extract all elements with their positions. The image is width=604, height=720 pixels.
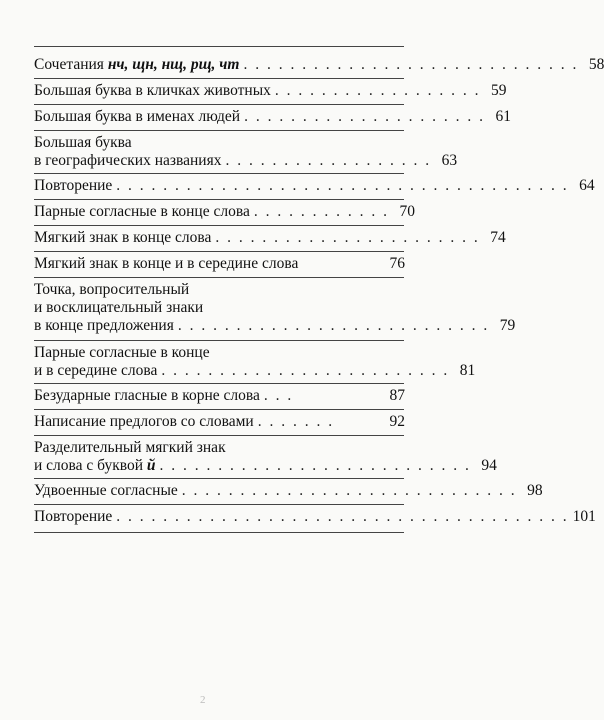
toc-entry [34, 203, 415, 221]
toc-entry-title: Повторение [34, 177, 113, 194]
toc-page-number: 61 [495, 108, 511, 125]
toc-separator [34, 225, 404, 226]
toc-page-number: 63 [441, 152, 458, 169]
toc-separator [34, 104, 404, 105]
toc-top-rule [34, 46, 404, 47]
dot-leader: . . . . . . . . . . . . . . . . . . . . . . . . . . . [177, 317, 490, 334]
dot-leader: . . . . . . . . . . . . . . . . . . . . . . . . . [161, 362, 450, 379]
toc-separator [34, 383, 404, 384]
dot-leader: . . . . . . . . . . . . . . . . . . [274, 82, 481, 99]
toc-entry [34, 413, 405, 431]
toc-page-number: 92 [389, 413, 405, 430]
toc-entry [34, 229, 506, 247]
dot-leader: . . . . . . . . . . . . . . . . . . . . . . . . . . . . . . . . . . . . . . . [116, 508, 569, 525]
toc-entry-title: в географических названиях [34, 152, 222, 169]
dot-leader: . . . . . . . . . . . . . . . . . . . . . . . . . . . . . [243, 56, 579, 73]
toc-page-number: 81 [459, 362, 476, 379]
dot-leader: . . . . . . . . . . . . . . . . . . . . . . . . . . . [159, 457, 471, 474]
toc-entry-title: Парные согласные в конце слова [34, 203, 250, 220]
toc-page-number: 59 [490, 82, 507, 99]
toc-entry [34, 482, 543, 500]
toc-entry-title: Написание предлогов со словами [34, 413, 254, 430]
page-footer-number: 2 [200, 694, 206, 706]
dot-leader: . . . . . . . . . . . . [253, 203, 389, 220]
toc-separator [34, 173, 404, 174]
toc-separator [34, 435, 404, 436]
toc-entry [34, 82, 507, 100]
toc-entry-title: в конце предложения [34, 317, 174, 334]
toc-entry-title: Большая буква в именах людей [34, 108, 241, 125]
dot-leader: . . . . . . . . . . . . . . . . . . . . . . . [215, 229, 480, 246]
toc-entry-title: Большая буква [34, 134, 132, 151]
dot-leader: . . . . . . . . . . . . . . . . . . . . . [244, 108, 485, 125]
toc-separator [34, 504, 404, 505]
dot-leader: . . . . . . . . . . . . . . . . . . [225, 152, 432, 169]
toc-separator [34, 340, 404, 341]
toc-page-number: 101 [572, 508, 596, 525]
toc-bottom-rule [34, 532, 404, 533]
toc-entry [34, 108, 511, 126]
toc-page-number: 98 [527, 482, 543, 499]
toc-separator [34, 130, 404, 131]
toc-entry-title: и в середине слова [34, 362, 158, 379]
toc-page-number: 74 [490, 229, 506, 246]
toc-entry [34, 281, 516, 335]
toc-entry-title: и слова с буквой й [34, 457, 156, 474]
toc-entry-title: Сочетания нч, щн, нщ, рщ, чт [34, 56, 240, 73]
toc-separator [34, 478, 404, 479]
toc-entry-title: Безударные гласные в корне слова [34, 387, 260, 404]
toc-separator [34, 199, 404, 200]
toc-entry [34, 508, 596, 526]
toc-page-number: 94 [481, 457, 497, 474]
dot-leader: . . . . . . . . . . . . . . . . . . . . . . . . . . . . . [181, 482, 517, 499]
toc-entry-title: и восклицательный знаки [34, 299, 204, 316]
toc-page-number: 76 [389, 255, 405, 272]
toc-entry-title: Мягкий знак в конце слова [34, 229, 212, 246]
toc-page-number: 58 [588, 56, 604, 73]
toc-page-number: 70 [399, 203, 415, 220]
toc-separator [34, 409, 404, 410]
toc-entry-title: Удвоенные согласные [34, 482, 178, 499]
toc-entry-title: Точка, вопросительный [34, 281, 190, 298]
toc-entry [34, 439, 497, 475]
toc-entry-title: Мягкий знак в конце и в середине слова [34, 255, 299, 272]
toc-separator [34, 251, 404, 252]
toc-entry-title: Большая буква в кличках животных [34, 82, 271, 99]
toc-entry [34, 56, 604, 74]
toc-entry-title: Парные согласные в конце [34, 344, 210, 361]
toc-separator [34, 277, 404, 278]
toc-page-number: 64 [579, 177, 595, 194]
toc-separator [34, 78, 404, 79]
toc-entry [34, 344, 476, 380]
toc-entry [34, 387, 405, 405]
dot-leader: . . . [263, 387, 294, 404]
dot-leader: . . . . . . . [257, 413, 335, 430]
toc-entry-title: Разделительный мягкий знак [34, 439, 226, 456]
toc-page-number: 79 [499, 317, 516, 334]
toc-entry [34, 255, 405, 273]
toc-entry [34, 134, 458, 170]
toc-entry [34, 177, 595, 195]
dot-leader: . . . . . . . . . . . . . . . . . . . . . . . . . . . . . . . . . . . . . . . [116, 177, 569, 194]
toc-entry-title: Повторение [34, 508, 113, 525]
toc-page-number: 87 [389, 387, 405, 404]
